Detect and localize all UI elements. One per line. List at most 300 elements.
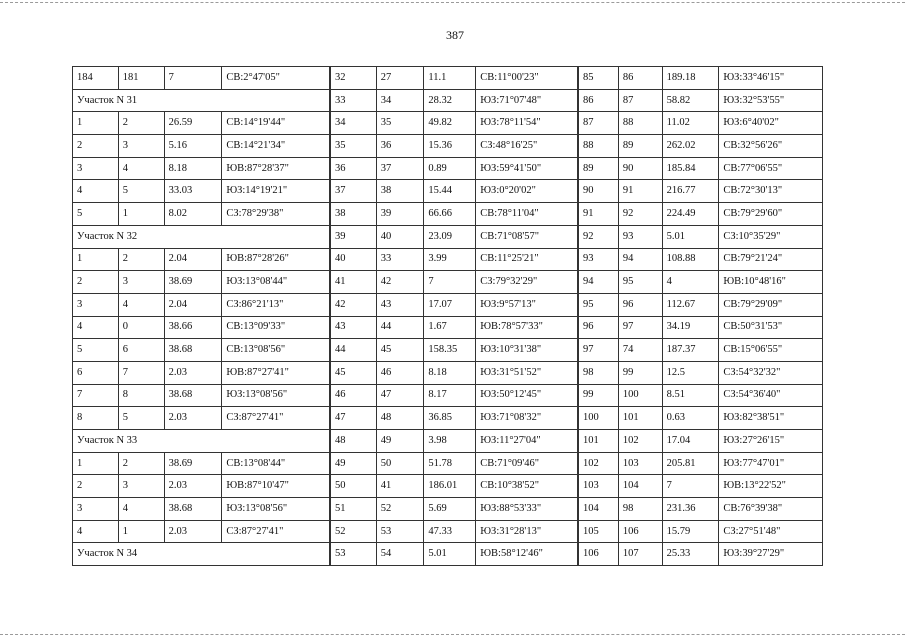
table-row bbox=[579, 316, 823, 339]
section-header-row bbox=[73, 430, 330, 453]
table-row bbox=[331, 203, 578, 226]
section-header-row bbox=[73, 543, 330, 566]
distance-cell: 2.04 bbox=[164, 248, 222, 271]
distance-cell: 47.33 bbox=[424, 520, 476, 543]
bearing-cell: ЮЗ:88°53'33" bbox=[476, 498, 578, 521]
from-point-cell: 46 bbox=[331, 384, 377, 407]
distance-cell: 66.66 bbox=[424, 203, 476, 226]
to-point-cell: 40 bbox=[376, 225, 424, 248]
bearing-cell: СЗ:27°51'48" bbox=[719, 520, 823, 543]
table-row bbox=[73, 339, 330, 362]
bearing-cell: СВ:11°25'21" bbox=[476, 248, 578, 271]
from-point-cell: 39 bbox=[331, 225, 377, 248]
from-point-cell: 51 bbox=[331, 498, 377, 521]
from-point-cell: 5 bbox=[73, 339, 119, 362]
bearing-cell: ЮЗ:13°08'56" bbox=[222, 498, 330, 521]
bearing-cell: СЗ:86°21'13" bbox=[222, 293, 330, 316]
to-point-cell: 97 bbox=[618, 316, 662, 339]
bearing-cell: ЮЗ:31°28'13" bbox=[476, 520, 578, 543]
to-point-cell: 46 bbox=[376, 361, 424, 384]
to-point-cell: 3 bbox=[118, 271, 164, 294]
to-point-cell: 4 bbox=[118, 293, 164, 316]
bearing-cell: СЗ:79°32'29" bbox=[476, 271, 578, 294]
table-row bbox=[579, 180, 823, 203]
to-point-cell: 47 bbox=[376, 384, 424, 407]
bearing-cell: СВ:71°09'46" bbox=[476, 452, 578, 475]
table-row bbox=[331, 430, 578, 453]
bearing-cell: СВ:32°56'26" bbox=[719, 135, 823, 158]
from-point-cell: 1 bbox=[73, 248, 119, 271]
from-point-cell: 2 bbox=[73, 475, 119, 498]
table-row bbox=[579, 520, 823, 543]
to-point-cell: 45 bbox=[376, 339, 424, 362]
to-point-cell: 49 bbox=[376, 430, 424, 453]
to-point-cell: 181 bbox=[118, 67, 164, 90]
bearing-cell: ЮВ:87°28'26" bbox=[222, 248, 330, 271]
from-point-cell: 3 bbox=[73, 157, 119, 180]
table-row bbox=[579, 339, 823, 362]
table-row bbox=[73, 293, 330, 316]
table-row bbox=[579, 271, 823, 294]
distance-cell: 5.69 bbox=[424, 498, 476, 521]
from-point-cell: 96 bbox=[579, 316, 619, 339]
distance-cell: 5.16 bbox=[164, 135, 222, 158]
from-point-cell: 47 bbox=[331, 407, 377, 430]
bearing-cell: ЮВ:87°10'47" bbox=[222, 475, 330, 498]
distance-cell: 4 bbox=[662, 271, 719, 294]
bearing-cell: СВ:11°00'23" bbox=[476, 67, 578, 90]
bearing-cell: ЮВ:10°48'16" bbox=[719, 271, 823, 294]
bearing-cell: СЗ:54°32'32" bbox=[719, 361, 823, 384]
distance-cell: 58.82 bbox=[662, 89, 719, 112]
to-point-cell: 87 bbox=[618, 89, 662, 112]
to-point-cell: 104 bbox=[618, 475, 662, 498]
bearing-cell: ЮЗ:13°08'56" bbox=[222, 384, 330, 407]
bearing-cell: СЗ:54°36'40" bbox=[719, 384, 823, 407]
from-point-cell: 90 bbox=[579, 180, 619, 203]
distance-cell: 11.02 bbox=[662, 112, 719, 135]
to-point-cell: 44 bbox=[376, 316, 424, 339]
from-point-cell: 44 bbox=[331, 339, 377, 362]
table-row bbox=[579, 112, 823, 135]
distance-cell: 15.44 bbox=[424, 180, 476, 203]
to-point-cell: 7 bbox=[118, 361, 164, 384]
bearing-cell: ЮЗ:39°27'29" bbox=[719, 543, 823, 566]
section-header-row bbox=[73, 89, 330, 112]
distance-cell: 231.36 bbox=[662, 498, 719, 521]
bearing-cell: СВ:13°09'33" bbox=[222, 316, 330, 339]
bearing-cell: СЗ:10°35'29" bbox=[719, 225, 823, 248]
distance-cell: 8.02 bbox=[164, 203, 222, 226]
distance-cell: 15.79 bbox=[662, 520, 719, 543]
section-label: Участок N 33 bbox=[73, 430, 330, 453]
bearing-cell: ЮЗ:0°20'02" bbox=[476, 180, 578, 203]
to-point-cell: 96 bbox=[618, 293, 662, 316]
scan-bottom-edge bbox=[0, 634, 905, 636]
distance-cell: 3.99 bbox=[424, 248, 476, 271]
from-point-cell: 38 bbox=[331, 203, 377, 226]
to-point-cell: 50 bbox=[376, 452, 424, 475]
to-point-cell: 107 bbox=[618, 543, 662, 566]
table-row bbox=[73, 67, 330, 90]
bearing-cell: СВ:13°08'56" bbox=[222, 339, 330, 362]
bearing-cell: ЮЗ:13°08'44" bbox=[222, 271, 330, 294]
bearing-cell: ЮЗ:6°40'02" bbox=[719, 112, 823, 135]
bearing-cell: ЮЗ:33°46'15" bbox=[719, 67, 823, 90]
bearing-cell: ЮЗ:78°11'54" bbox=[476, 112, 578, 135]
to-point-cell: 6 bbox=[118, 339, 164, 362]
distance-cell: 38.68 bbox=[164, 339, 222, 362]
bearing-cell: ЮВ:58°12'46" bbox=[476, 543, 578, 566]
bearing-cell: ЮЗ:27°26'15" bbox=[719, 430, 823, 453]
bearing-cell: ЮВ:78°57'33" bbox=[476, 316, 578, 339]
from-point-cell: 42 bbox=[331, 293, 377, 316]
bearing-cell: ЮЗ:82°38'51" bbox=[719, 407, 823, 430]
bearing-cell: СВ:50°31'53" bbox=[719, 316, 823, 339]
to-point-cell: 1 bbox=[118, 203, 164, 226]
section-label: Участок N 31 bbox=[73, 89, 330, 112]
table-row bbox=[331, 271, 578, 294]
to-point-cell: 4 bbox=[118, 498, 164, 521]
to-point-cell: 3 bbox=[118, 135, 164, 158]
bearing-cell: СВ:79°29'09" bbox=[719, 293, 823, 316]
to-point-cell: 93 bbox=[618, 225, 662, 248]
distance-cell: 7 bbox=[424, 271, 476, 294]
table-row bbox=[331, 180, 578, 203]
table-row bbox=[579, 384, 823, 407]
distance-cell: 216.77 bbox=[662, 180, 719, 203]
to-point-cell: 88 bbox=[618, 112, 662, 135]
table-row bbox=[73, 316, 330, 339]
table-row bbox=[331, 89, 578, 112]
distance-cell: 205.81 bbox=[662, 452, 719, 475]
bearing-cell: ЮЗ:11°27'04" bbox=[476, 430, 578, 453]
from-point-cell: 33 bbox=[331, 89, 377, 112]
bearing-cell: ЮЗ:59°41'50" bbox=[476, 157, 578, 180]
bearing-cell: СВ:10°38'52" bbox=[476, 475, 578, 498]
distance-cell: 1.67 bbox=[424, 316, 476, 339]
table-row bbox=[331, 67, 578, 90]
to-point-cell: 8 bbox=[118, 384, 164, 407]
distance-cell: 7 bbox=[662, 475, 719, 498]
to-point-cell: 0 bbox=[118, 316, 164, 339]
bearing-cell: ЮЗ:10°31'38" bbox=[476, 339, 578, 362]
to-point-cell: 35 bbox=[376, 112, 424, 135]
from-point-cell: 88 bbox=[579, 135, 619, 158]
from-point-cell: 100 bbox=[579, 407, 619, 430]
distance-cell: 5.01 bbox=[662, 225, 719, 248]
bearing-cell: ЮЗ:31°51'52" bbox=[476, 361, 578, 384]
distance-cell: 51.78 bbox=[424, 452, 476, 475]
bearing-cell: ЮЗ:9°57'13" bbox=[476, 293, 578, 316]
from-point-cell: 6 bbox=[73, 361, 119, 384]
bearing-cell: СВ:77°06'55" bbox=[719, 157, 823, 180]
from-point-cell: 34 bbox=[331, 112, 377, 135]
to-point-cell: 37 bbox=[376, 157, 424, 180]
table-row bbox=[579, 361, 823, 384]
from-point-cell: 104 bbox=[579, 498, 619, 521]
from-point-cell: 85 bbox=[579, 67, 619, 90]
to-point-cell: 42 bbox=[376, 271, 424, 294]
distance-cell: 262.02 bbox=[662, 135, 719, 158]
distance-cell: 189.18 bbox=[662, 67, 719, 90]
to-point-cell: 102 bbox=[618, 430, 662, 453]
distance-cell: 26.59 bbox=[164, 112, 222, 135]
table-row bbox=[579, 293, 823, 316]
table-row bbox=[331, 384, 578, 407]
table-row bbox=[579, 452, 823, 475]
from-point-cell: 93 bbox=[579, 248, 619, 271]
distance-cell: 5.01 bbox=[424, 543, 476, 566]
to-point-cell: 106 bbox=[618, 520, 662, 543]
table-row bbox=[331, 520, 578, 543]
table-row bbox=[331, 407, 578, 430]
from-point-cell: 92 bbox=[579, 225, 619, 248]
to-point-cell: 27 bbox=[376, 67, 424, 90]
table-row bbox=[73, 407, 330, 430]
bearing-cell: СВ:79°29'60" bbox=[719, 203, 823, 226]
table-row bbox=[579, 543, 823, 566]
coordinates-table-column-1 bbox=[72, 66, 330, 566]
from-point-cell: 45 bbox=[331, 361, 377, 384]
to-point-cell: 53 bbox=[376, 520, 424, 543]
to-point-cell: 74 bbox=[618, 339, 662, 362]
bearing-cell: ЮЗ:14°19'21" bbox=[222, 180, 330, 203]
to-point-cell: 91 bbox=[618, 180, 662, 203]
bearing-cell: СЗ:48°16'25" bbox=[476, 135, 578, 158]
distance-cell: 23.09 bbox=[424, 225, 476, 248]
table-row bbox=[73, 135, 330, 158]
distance-cell: 17.04 bbox=[662, 430, 719, 453]
table-row bbox=[579, 248, 823, 271]
table-row bbox=[331, 135, 578, 158]
bearing-cell: СЗ:87°27'41" bbox=[222, 520, 330, 543]
to-point-cell: 54 bbox=[376, 543, 424, 566]
from-point-cell: 97 bbox=[579, 339, 619, 362]
distance-cell: 2.03 bbox=[164, 361, 222, 384]
section-header-row bbox=[73, 225, 330, 248]
from-point-cell: 87 bbox=[579, 112, 619, 135]
from-point-cell: 3 bbox=[73, 293, 119, 316]
from-point-cell: 35 bbox=[331, 135, 377, 158]
table-row bbox=[331, 543, 578, 566]
from-point-cell: 89 bbox=[579, 157, 619, 180]
from-point-cell: 40 bbox=[331, 248, 377, 271]
table-row bbox=[73, 271, 330, 294]
from-point-cell: 2 bbox=[73, 135, 119, 158]
coordinates-table-column-2 bbox=[330, 66, 578, 566]
bearing-cell: СВ:15°06'55" bbox=[719, 339, 823, 362]
distance-cell: 49.82 bbox=[424, 112, 476, 135]
from-point-cell: 43 bbox=[331, 316, 377, 339]
from-point-cell: 4 bbox=[73, 316, 119, 339]
from-point-cell: 98 bbox=[579, 361, 619, 384]
table-row bbox=[579, 89, 823, 112]
from-point-cell: 1 bbox=[73, 112, 119, 135]
to-point-cell: 1 bbox=[118, 520, 164, 543]
table-row bbox=[331, 293, 578, 316]
bearing-cell: СВ:78°11'04" bbox=[476, 203, 578, 226]
from-point-cell: 49 bbox=[331, 452, 377, 475]
table-row bbox=[73, 384, 330, 407]
to-point-cell: 103 bbox=[618, 452, 662, 475]
to-point-cell: 101 bbox=[618, 407, 662, 430]
to-point-cell: 94 bbox=[618, 248, 662, 271]
from-point-cell: 36 bbox=[331, 157, 377, 180]
distance-cell: 38.68 bbox=[164, 498, 222, 521]
distance-cell: 2.04 bbox=[164, 293, 222, 316]
table-row bbox=[579, 225, 823, 248]
distance-cell: 33.03 bbox=[164, 180, 222, 203]
distance-cell: 224.49 bbox=[662, 203, 719, 226]
distance-cell: 8.18 bbox=[164, 157, 222, 180]
bearing-cell: СВ:76°39'38" bbox=[719, 498, 823, 521]
section-label: Участок N 34 bbox=[73, 543, 330, 566]
from-point-cell: 102 bbox=[579, 452, 619, 475]
table-row bbox=[331, 112, 578, 135]
distance-cell: 34.19 bbox=[662, 316, 719, 339]
table-row bbox=[579, 67, 823, 90]
bearing-cell: СЗ:78°29'38" bbox=[222, 203, 330, 226]
table-row bbox=[73, 112, 330, 135]
from-point-cell: 52 bbox=[331, 520, 377, 543]
from-point-cell: 41 bbox=[331, 271, 377, 294]
to-point-cell: 34 bbox=[376, 89, 424, 112]
distance-cell: 36.85 bbox=[424, 407, 476, 430]
table-row bbox=[331, 225, 578, 248]
bearing-cell: СВ:2°47'05" bbox=[222, 67, 330, 90]
from-point-cell: 4 bbox=[73, 520, 119, 543]
distance-cell: 0.89 bbox=[424, 157, 476, 180]
table-row bbox=[73, 475, 330, 498]
to-point-cell: 38 bbox=[376, 180, 424, 203]
to-point-cell: 48 bbox=[376, 407, 424, 430]
to-point-cell: 36 bbox=[376, 135, 424, 158]
distance-cell: 186.01 bbox=[424, 475, 476, 498]
from-point-cell: 8 bbox=[73, 407, 119, 430]
section-label: Участок N 32 bbox=[73, 225, 330, 248]
table-row bbox=[331, 452, 578, 475]
bearing-cell: ЮЗ:71°08'32" bbox=[476, 407, 578, 430]
distance-cell: 15.36 bbox=[424, 135, 476, 158]
table-row bbox=[73, 157, 330, 180]
to-point-cell: 43 bbox=[376, 293, 424, 316]
to-point-cell: 5 bbox=[118, 407, 164, 430]
table-row bbox=[331, 475, 578, 498]
table-row bbox=[73, 520, 330, 543]
distance-cell: 112.67 bbox=[662, 293, 719, 316]
table-row bbox=[579, 430, 823, 453]
to-point-cell: 86 bbox=[618, 67, 662, 90]
distance-cell: 2.03 bbox=[164, 475, 222, 498]
bearing-cell: СВ:79°21'24" bbox=[719, 248, 823, 271]
from-point-cell: 103 bbox=[579, 475, 619, 498]
table-row bbox=[579, 157, 823, 180]
to-point-cell: 99 bbox=[618, 361, 662, 384]
from-point-cell: 106 bbox=[579, 543, 619, 566]
bearing-cell: СВ:14°19'44" bbox=[222, 112, 330, 135]
to-point-cell: 41 bbox=[376, 475, 424, 498]
to-point-cell: 39 bbox=[376, 203, 424, 226]
from-point-cell: 4 bbox=[73, 180, 119, 203]
distance-cell: 38.69 bbox=[164, 271, 222, 294]
scan-top-edge bbox=[0, 2, 905, 4]
from-point-cell: 32 bbox=[331, 67, 377, 90]
from-point-cell: 3 bbox=[73, 498, 119, 521]
from-point-cell: 2 bbox=[73, 271, 119, 294]
table-row bbox=[579, 475, 823, 498]
to-point-cell: 100 bbox=[618, 384, 662, 407]
table-row bbox=[73, 248, 330, 271]
distance-cell: 108.88 bbox=[662, 248, 719, 271]
distance-cell: 38.69 bbox=[164, 452, 222, 475]
distance-cell: 38.68 bbox=[164, 384, 222, 407]
coordinates-table-column-3 bbox=[578, 66, 823, 566]
table-row bbox=[73, 203, 330, 226]
table-row bbox=[331, 339, 578, 362]
distance-cell: 2.03 bbox=[164, 407, 222, 430]
to-point-cell: 90 bbox=[618, 157, 662, 180]
distance-cell: 17.07 bbox=[424, 293, 476, 316]
bearing-cell: ЮВ:87°28'37" bbox=[222, 157, 330, 180]
to-point-cell: 95 bbox=[618, 271, 662, 294]
distance-cell: 8.17 bbox=[424, 384, 476, 407]
to-point-cell: 92 bbox=[618, 203, 662, 226]
from-point-cell: 53 bbox=[331, 543, 377, 566]
table-row bbox=[73, 498, 330, 521]
from-point-cell: 101 bbox=[579, 430, 619, 453]
from-point-cell: 50 bbox=[331, 475, 377, 498]
bearing-cell: ЮЗ:50°12'45" bbox=[476, 384, 578, 407]
distance-cell: 12.5 bbox=[662, 361, 719, 384]
distance-cell: 8.18 bbox=[424, 361, 476, 384]
bearing-cell: ЮЗ:71°07'48" bbox=[476, 89, 578, 112]
table-row bbox=[331, 248, 578, 271]
from-point-cell: 99 bbox=[579, 384, 619, 407]
distance-cell: 0.63 bbox=[662, 407, 719, 430]
table-row bbox=[579, 498, 823, 521]
bearing-cell: ЮЗ:77°47'01" bbox=[719, 452, 823, 475]
bearing-cell: СВ:14°21'34" bbox=[222, 135, 330, 158]
table-row bbox=[331, 498, 578, 521]
to-point-cell: 89 bbox=[618, 135, 662, 158]
table-row bbox=[579, 135, 823, 158]
distance-cell: 185.84 bbox=[662, 157, 719, 180]
distance-cell: 8.51 bbox=[662, 384, 719, 407]
to-point-cell: 3 bbox=[118, 475, 164, 498]
table-row bbox=[331, 157, 578, 180]
from-point-cell: 86 bbox=[579, 89, 619, 112]
table-row bbox=[73, 361, 330, 384]
to-point-cell: 33 bbox=[376, 248, 424, 271]
from-point-cell: 7 bbox=[73, 384, 119, 407]
distance-cell: 187.37 bbox=[662, 339, 719, 362]
bearing-cell: ЮВ:13°22'52" bbox=[719, 475, 823, 498]
distance-cell: 25.33 bbox=[662, 543, 719, 566]
from-point-cell: 105 bbox=[579, 520, 619, 543]
bearing-cell: ЮЗ:32°53'55" bbox=[719, 89, 823, 112]
table-row bbox=[331, 361, 578, 384]
from-point-cell: 1 bbox=[73, 452, 119, 475]
to-point-cell: 5 bbox=[118, 180, 164, 203]
distance-cell: 11.1 bbox=[424, 67, 476, 90]
to-point-cell: 2 bbox=[118, 248, 164, 271]
table-row bbox=[73, 180, 330, 203]
distance-cell: 2.03 bbox=[164, 520, 222, 543]
bearing-cell: СВ:72°30'13" bbox=[719, 180, 823, 203]
table-row bbox=[579, 203, 823, 226]
bearing-cell: ЮВ:87°27'41" bbox=[222, 361, 330, 384]
